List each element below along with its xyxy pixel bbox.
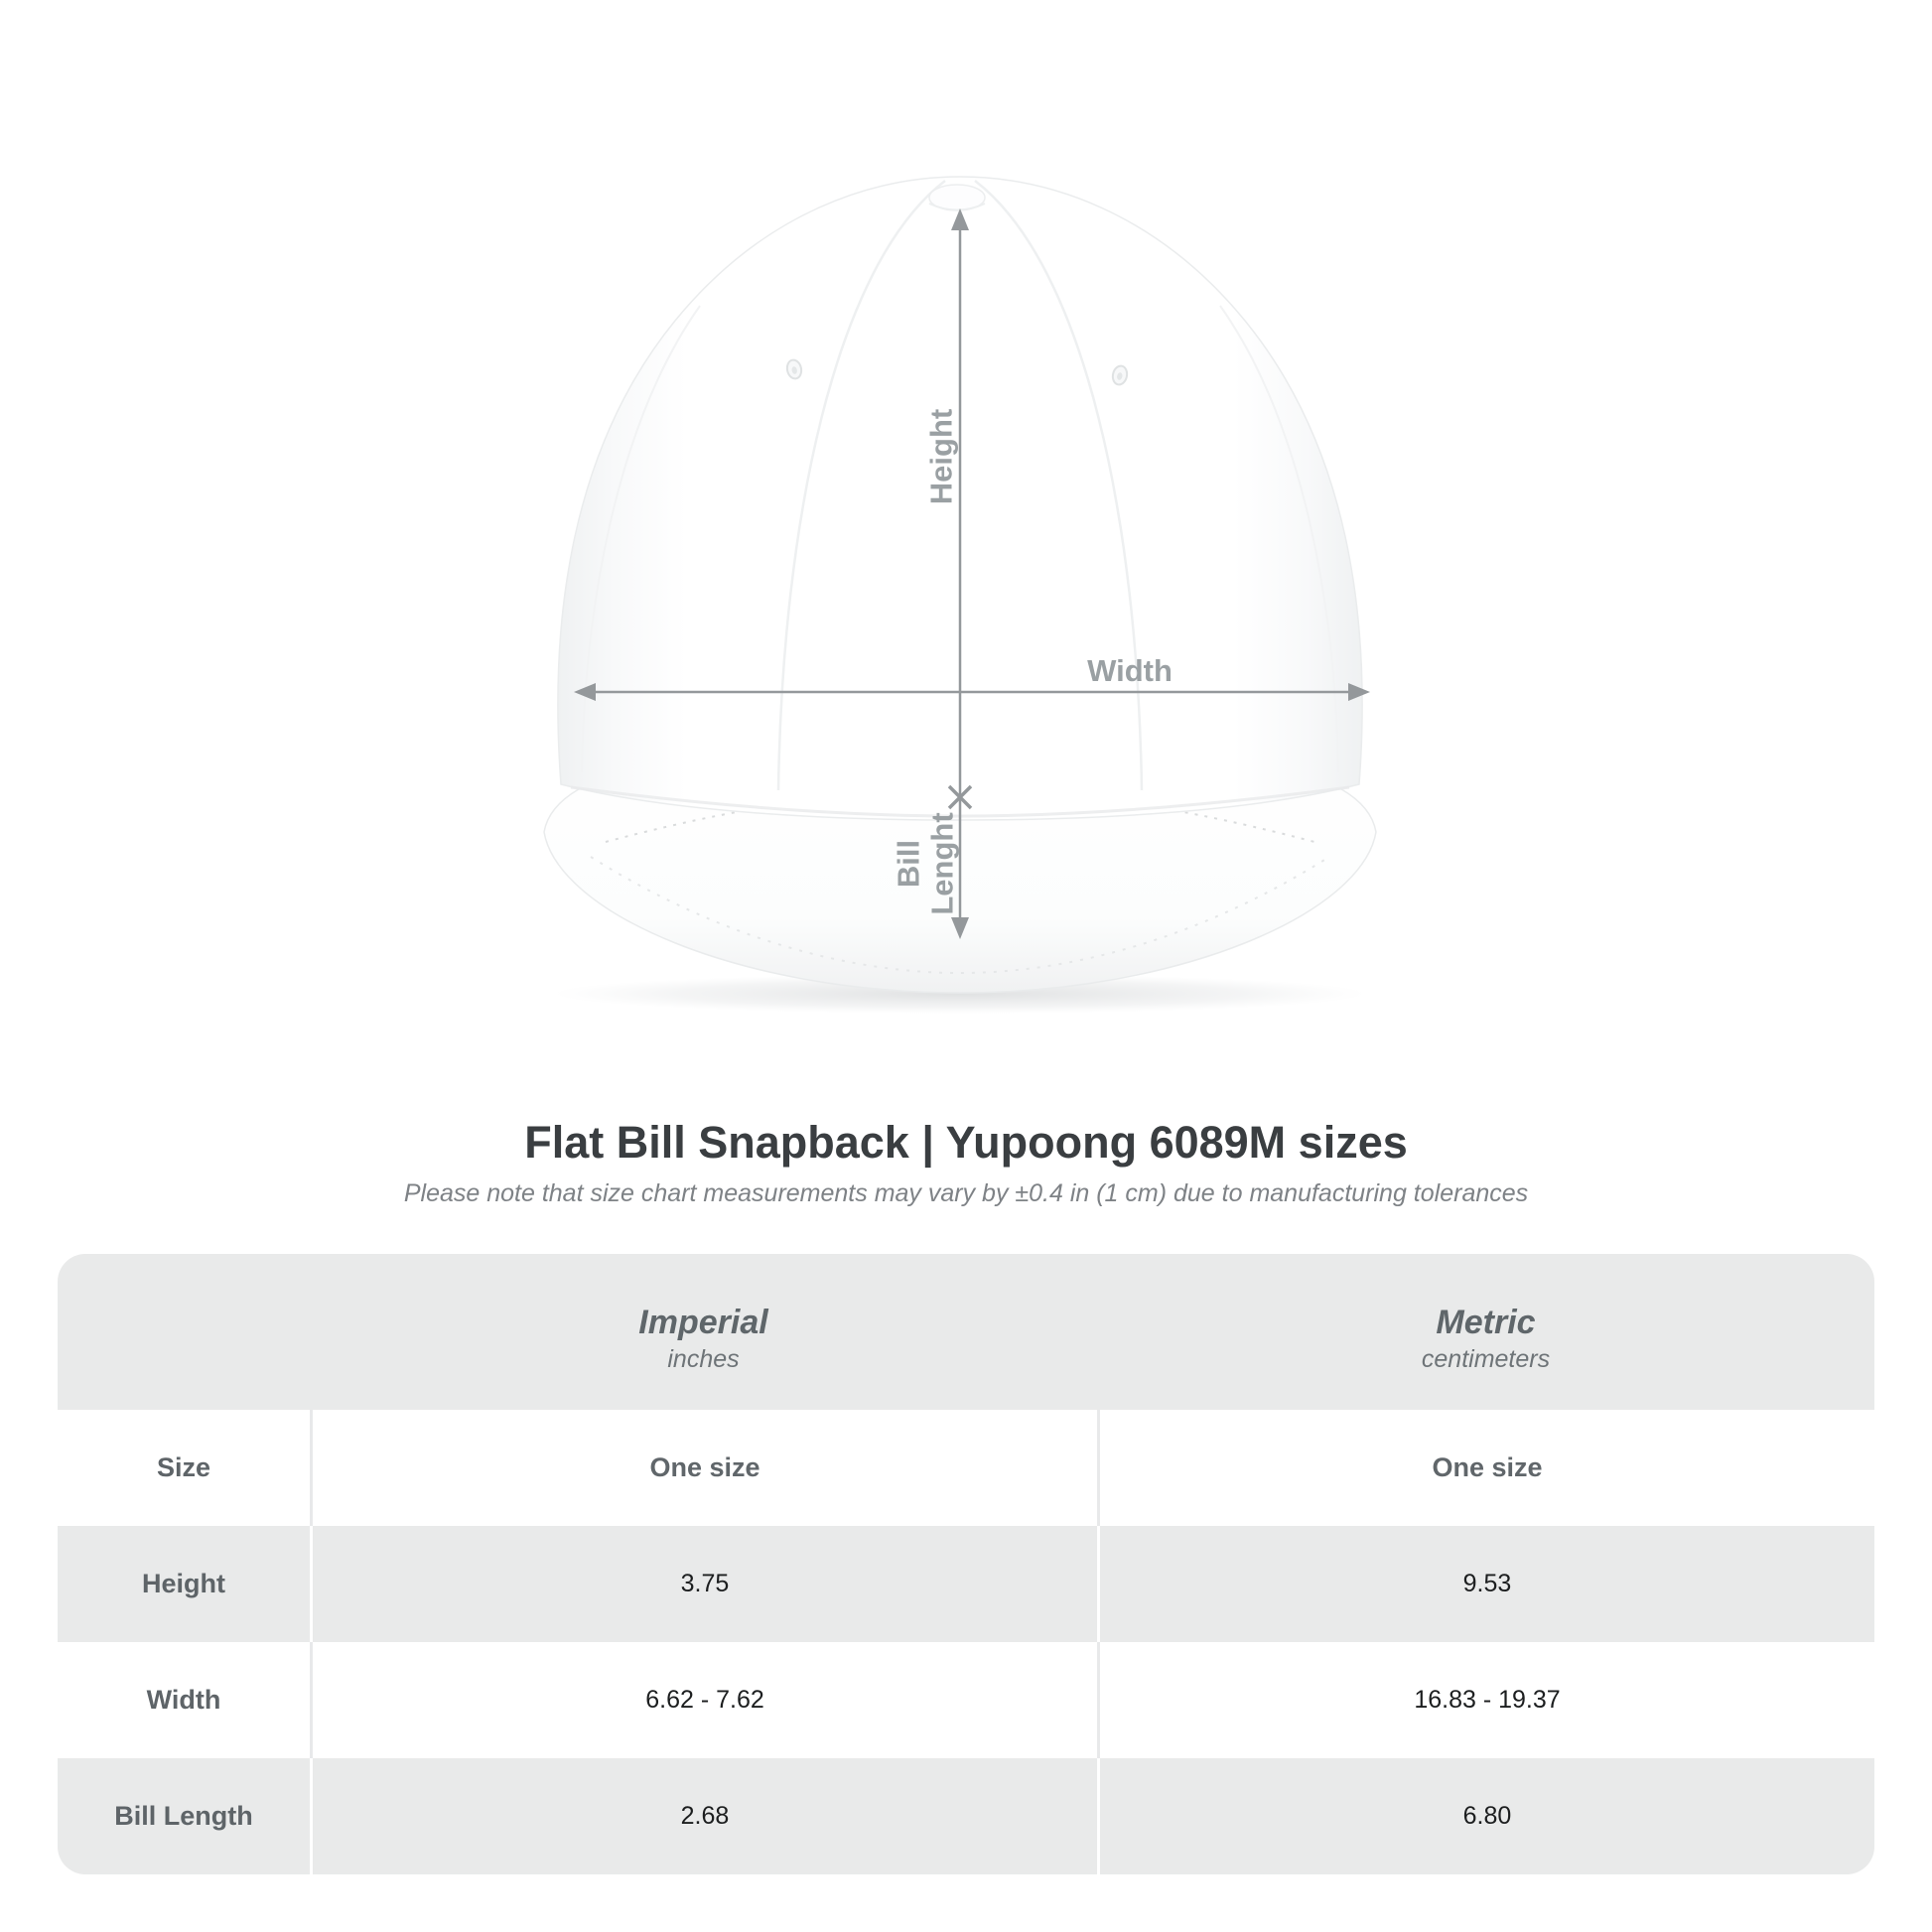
- imperial-value: 6.62 - 7.62: [310, 1642, 1097, 1758]
- metric-unit: centimeters: [1421, 1344, 1551, 1373]
- cap-diagram-svg: [496, 147, 1440, 1040]
- tolerance-note: Please note that size chart measurements may vary by ±0.4 in (1 cm) due to manufacturing tolerances: [403, 1179, 1529, 1207]
- metric-value: 9.53: [1097, 1526, 1874, 1642]
- bill-length-label-line2: Lenght: [924, 812, 960, 915]
- row-label: Width: [146, 1685, 221, 1715]
- header-metric: [1097, 1254, 1874, 1410]
- imperial-value: 3.75: [310, 1526, 1097, 1642]
- size-chart-table: [58, 1254, 1874, 1874]
- imperial-value: 2.68: [310, 1758, 1097, 1874]
- table-row-height: [58, 1526, 1874, 1642]
- imperial-label: Imperial: [638, 1303, 768, 1341]
- width-label: Width: [1087, 653, 1173, 688]
- cap-measurement-diagram: [496, 147, 1440, 1040]
- height-label: Height: [923, 408, 959, 505]
- imperial-unit: inches: [667, 1344, 740, 1373]
- table-row-size: [58, 1410, 1874, 1526]
- row-label: Bill Length: [114, 1801, 253, 1831]
- table-row-width: [58, 1642, 1874, 1758]
- metric-value: 16.83 - 19.37: [1097, 1642, 1874, 1758]
- metric-value: One size: [1097, 1410, 1874, 1526]
- page-title: Flat Bill Snapback | Yupoong 6089M sizes: [524, 1117, 1408, 1168]
- metric-value: 6.80: [1097, 1758, 1874, 1874]
- row-label: Size: [156, 1452, 211, 1482]
- table-row-bill-length: [58, 1758, 1874, 1874]
- metric-label: Metric: [1436, 1303, 1536, 1341]
- bill-length-label-line1: Bill: [891, 839, 926, 889]
- row-label: Height: [142, 1569, 225, 1598]
- header-spacer: [58, 1254, 310, 1410]
- table-header: [58, 1254, 1874, 1410]
- header-imperial: [310, 1254, 1097, 1410]
- imperial-value: One size: [310, 1410, 1097, 1526]
